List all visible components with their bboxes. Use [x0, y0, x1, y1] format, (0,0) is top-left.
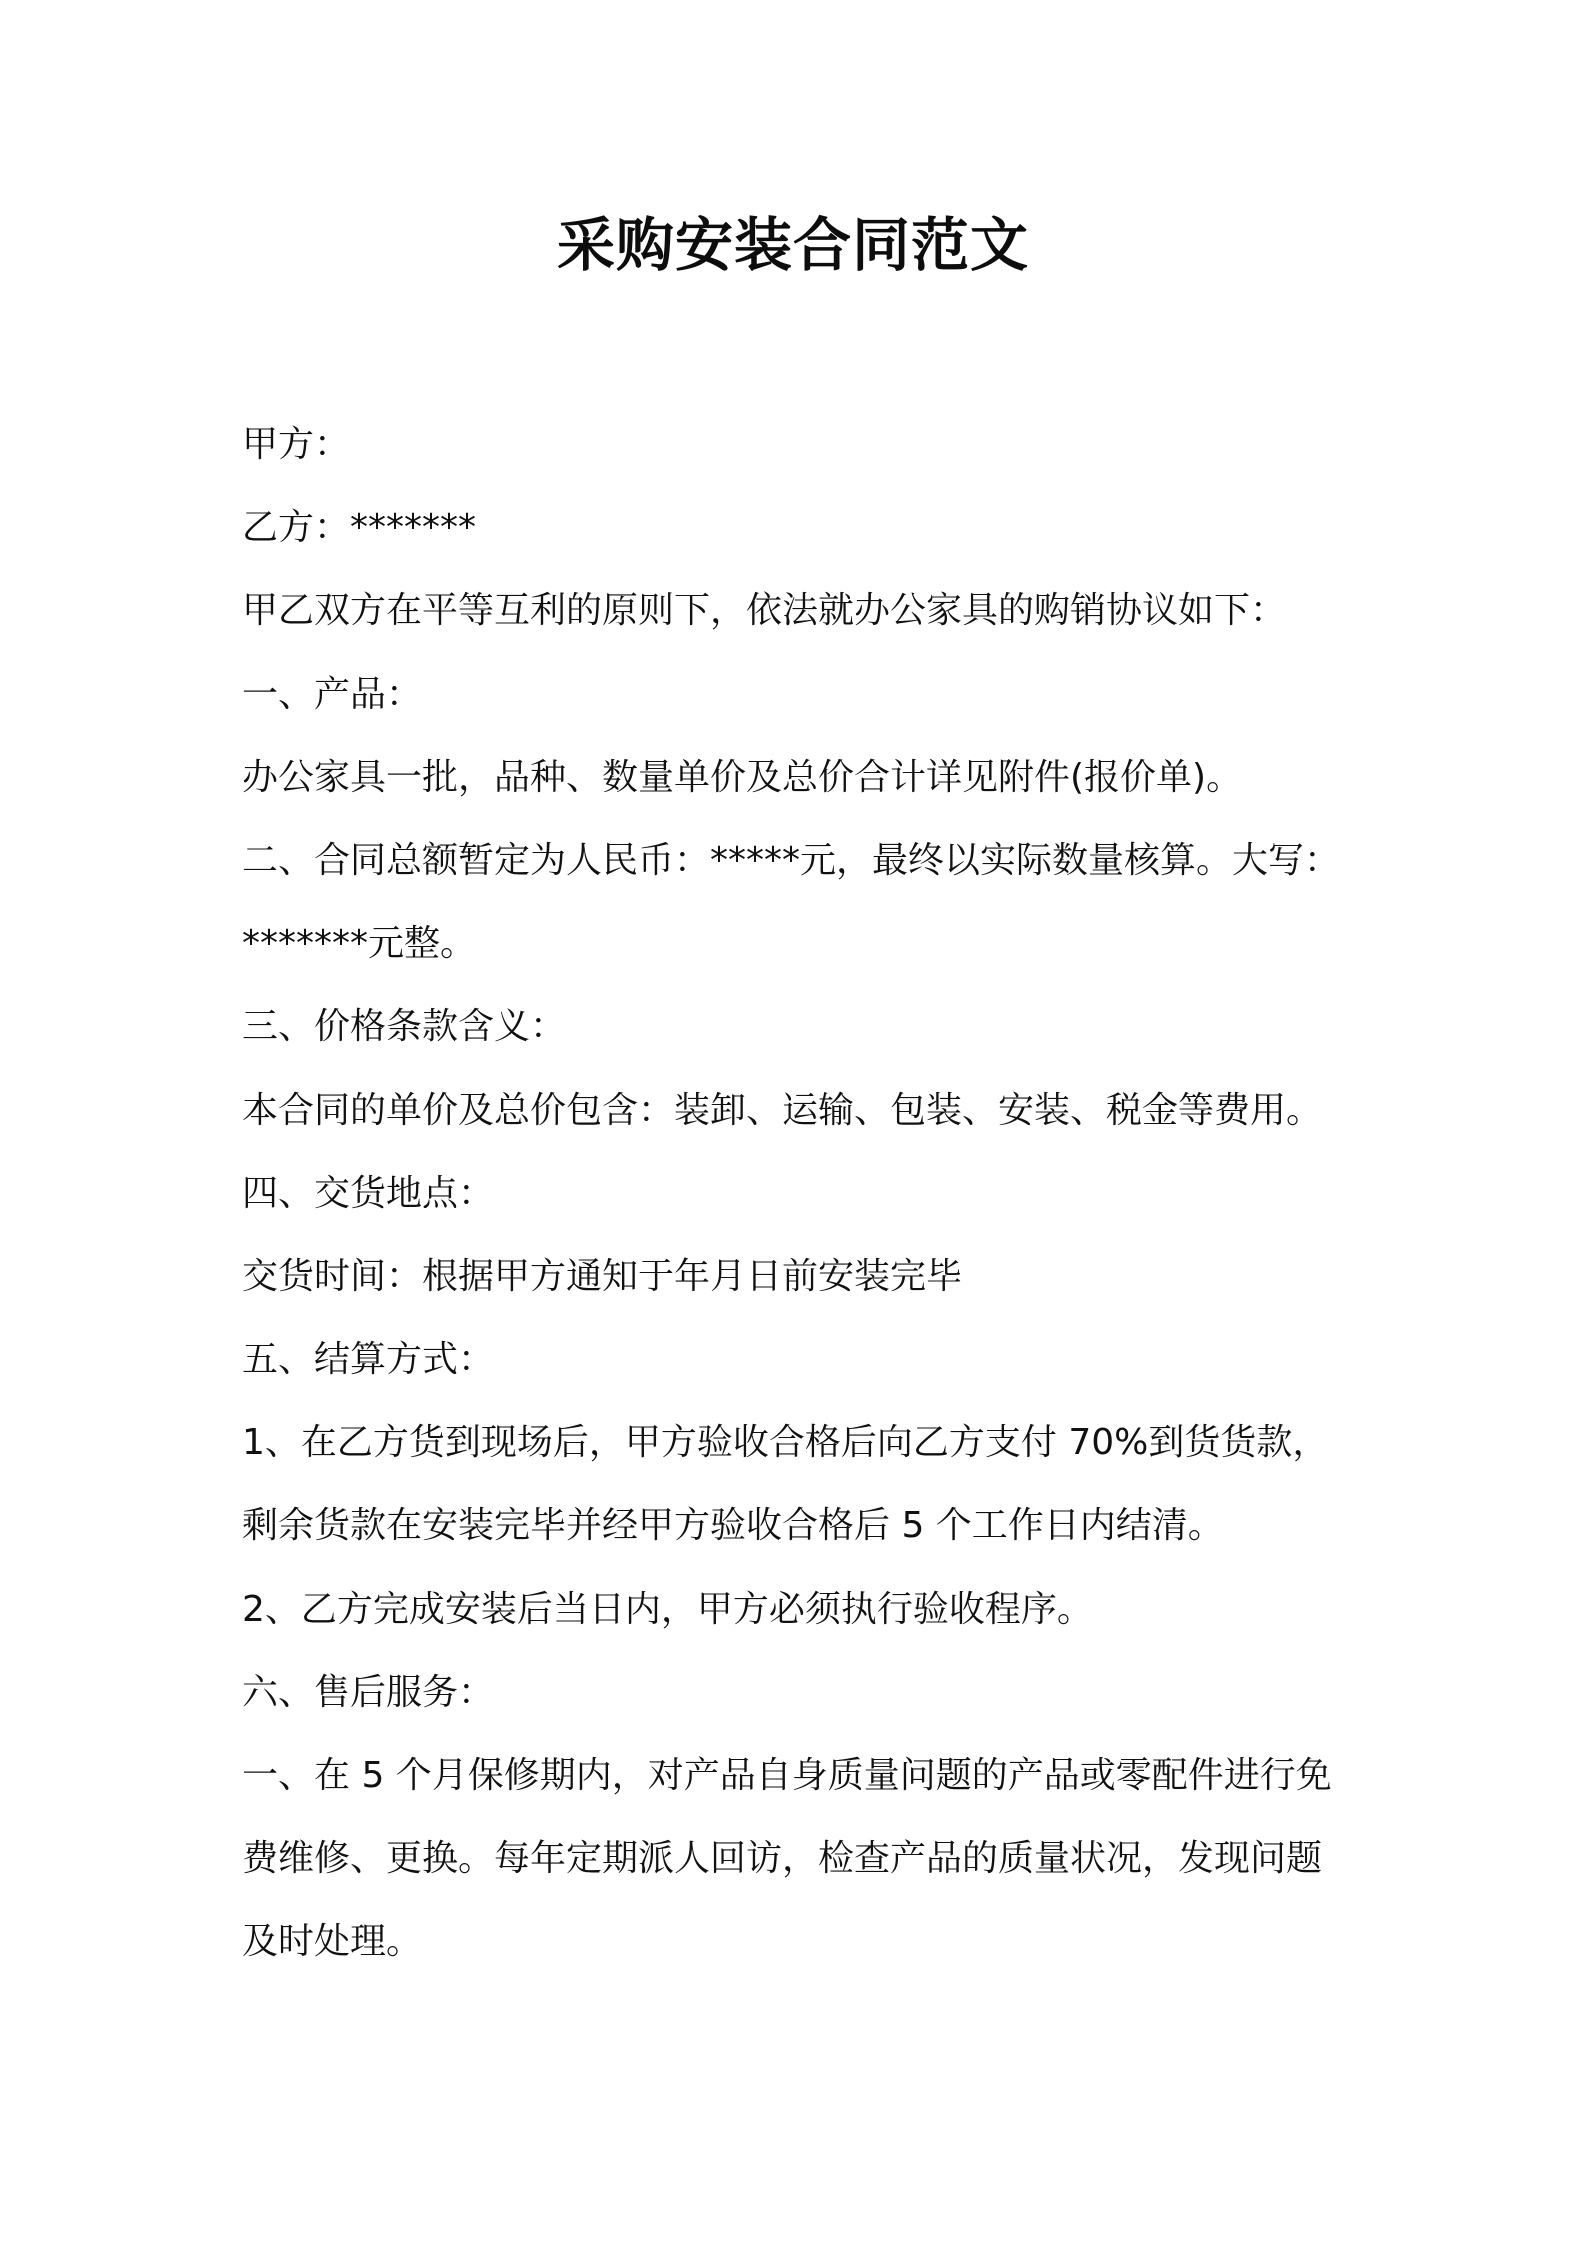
- price-terms-text: 本合同的单价及总价包含：装卸、运输、包装、安装、税金等费用。: [242, 1089, 1323, 1131]
- party-b-line: 乙方：*******: [242, 507, 477, 549]
- settlement-item-1-line-1: 1、在乙方货到现场后，甲方验收合格后向乙方支付 70%到货货款，: [242, 1422, 1329, 1464]
- section-heading-delivery-location: 四、交货地点：: [242, 1172, 495, 1214]
- section-heading-product: 一、产品：: [242, 673, 423, 715]
- settlement-item-2: 2、乙方完成安装后当日内，甲方必须执行验收程序。: [242, 1588, 1093, 1630]
- total-amount-uppercase: *******元整。: [242, 923, 477, 965]
- section-heading-after-sales: 六、售后服务：: [242, 1671, 495, 1713]
- delivery-time-text: 交货时间：根据甲方通知于年月日前安装完毕: [242, 1255, 963, 1297]
- product-description: 办公家具一批，品种、数量单价及总价合计详见附件(报价单)。: [242, 756, 1243, 798]
- document-title: 采购安装合同范文: [556, 211, 1029, 279]
- after-sales-item-line-2: 费维修、更换。每年定期派人回访，检查产品的质量状况，发现问题: [242, 1838, 1323, 1880]
- party-a-line: 甲方：: [242, 424, 351, 465]
- section-heading-price-terms: 三、价格条款含义：: [242, 1006, 567, 1048]
- document-body: [242, 403, 1382, 1984]
- section-heading-settlement: 五、结算方式：: [242, 1339, 495, 1381]
- section-heading-total-amount: 二、合同总额暂定为人民币：*****元，最终以实际数量核算。大写：: [242, 839, 1341, 881]
- after-sales-item-line-1: 一、在 5 个月保修期内，对产品自身质量问题的产品或零配件进行免: [242, 1755, 1332, 1796]
- agreement-intro: 甲乙双方在平等互利的原则下，依法就办公家具的购销协议如下：: [242, 590, 1287, 632]
- after-sales-item-line-3: 及时处理。: [242, 1921, 423, 1963]
- settlement-item-1-line-2: 剩余货款在安装完毕并经甲方验收合格后 5 个工作日内结清。: [242, 1505, 1224, 1547]
